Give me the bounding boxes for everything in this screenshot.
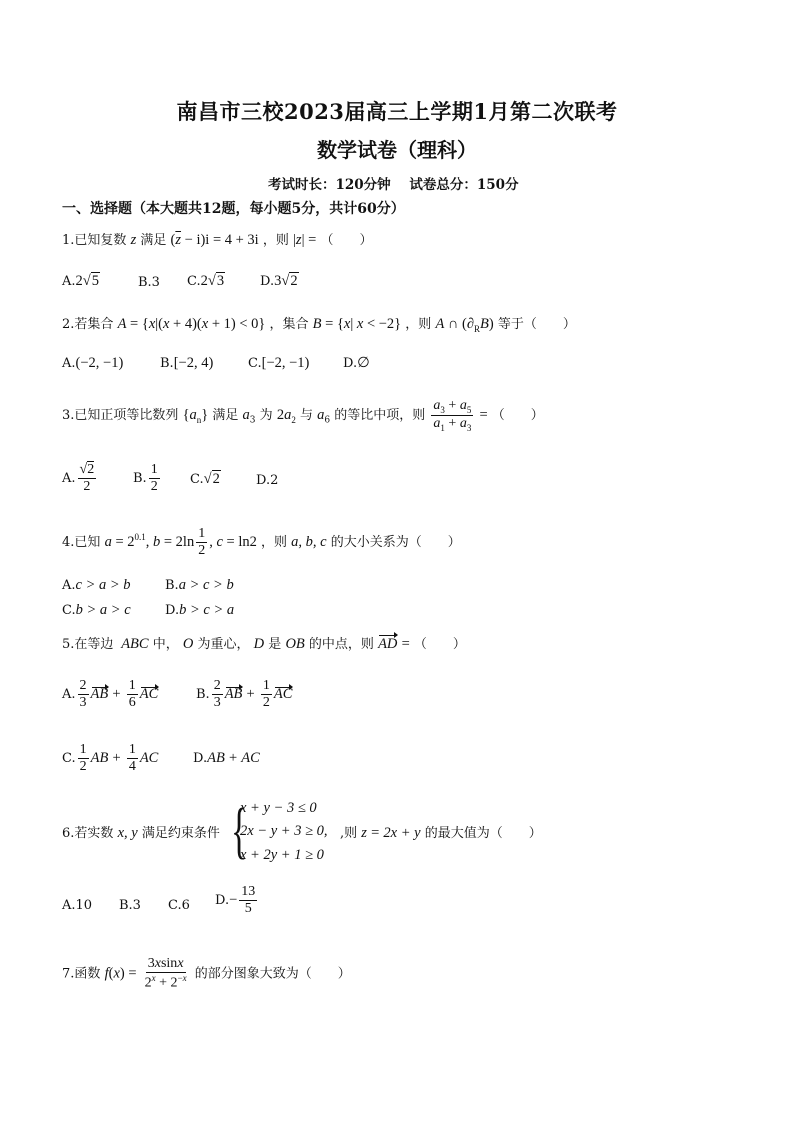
q1-option-b: B.3 <box>138 275 160 290</box>
q2-option-a: A.(−2, −1) <box>62 355 124 371</box>
q5-option-b: B. $\frac{2}{3}$ AB + $\frac{1}{2}$ AC <box>196 678 293 711</box>
exam-time: 考试时长：120分钟 <box>268 177 391 193</box>
exam-title: 南昌市三校2023届高三上学期1月第二次联考 <box>176 99 618 124</box>
section-heading: 一、选择题（本大题共12题，每小题5分，共计60分） <box>62 201 405 217</box>
q6-option-d: D.− $\frac{13}{5}$ <box>215 884 256 917</box>
question-1: 1.已知复数 z 满足 $(\overline{z} - i)i = 4 + 3i$ ，则 |z| = （ ） <box>62 232 373 248</box>
q4-option-a: A.c > a > b <box>62 577 131 593</box>
q4-option-b: B.a > c > b <box>165 577 234 593</box>
exam-meta <box>268 173 519 193</box>
question-4: 4.已知 $a = 2^{0.1}$, b = 2ln $\frac{1}{2}$ , c = ln2 ，则 a, b, c 的大小关系为（ ） <box>62 526 461 559</box>
q5-option-d: D.AB + AC <box>193 750 260 766</box>
question-5: 5.在等边 ABC 中， O 为重心， D 是 OB 的中点，则 AD = （ ） <box>62 634 466 654</box>
q2-option-b: B.[−2, 4) <box>160 355 214 371</box>
q6-option-a: A.10 <box>62 898 93 913</box>
question-3: 3.已知正项等比数列 $\{a_n\}$ 满足 $a_3$ 为 $2a_2$ 与 $a_6$ 的等比中项，则 $\frac{a_3 + a_5}{a_1 + a_3}$ = （ ） <box>62 398 544 433</box>
question-6: 6.若实数 x, y 满足约束条件 <box>62 825 220 841</box>
q1-option-a: A.2√5 <box>62 273 99 289</box>
q4-option-d: D.b > c > a <box>165 602 235 618</box>
q3-option-a: A. $\frac{√2}{2}$ <box>62 462 95 495</box>
q2-option-d: D.∅ <box>343 355 370 371</box>
q3-option-b: B. $\frac{1}{2}$ <box>133 462 158 495</box>
question-2: 2.若集合 A = {x|(x + 4)(x + 1) < 0} ，集合 B = {x| x < −2} ，则 A ∩ $(\partial_RB)$ 等于（ ） <box>62 316 576 334</box>
question-7: 7.函数 f(x) = $\frac{3xsinx}{2^x + 2^{-x}}$ 的部分图象大致为（ ） <box>62 956 351 991</box>
q6-option-c: C.6 <box>168 898 190 913</box>
q5-option-c: C. $\frac{1}{2}$ AB + $\frac{1}{4}$ AC <box>62 742 159 775</box>
constraint-3: x + 2y + 1 ≥ 0 <box>240 847 324 863</box>
question-6-tail: ,则 z = 2x + y 的最大值为（ ） <box>340 825 542 841</box>
q3-option-c: C.√2 <box>190 471 220 487</box>
q5-option-a: A. $\frac{2}{3}$ AB + $\frac{1}{6}$ AC <box>62 678 159 711</box>
q1-option-c: C.2√3 <box>187 273 225 289</box>
exam-total: 试卷总分：150分 <box>409 177 519 193</box>
q1-option-d: D.3√2 <box>260 273 298 289</box>
constraint-1: x + y − 3 ≤ 0 <box>240 800 317 816</box>
constraint-brace: { <box>231 797 248 865</box>
q6-option-b: B.3 <box>119 898 141 913</box>
constraint-2: 2x − y + 3 ≥ 0, <box>240 823 328 839</box>
q2-option-c: C.[−2, −1) <box>248 355 310 371</box>
q3-option-d: D.2 <box>256 473 279 488</box>
exam-subtitle: 数学试卷（理科） <box>317 138 477 162</box>
q4-option-c: C.b > a > c <box>62 602 131 618</box>
